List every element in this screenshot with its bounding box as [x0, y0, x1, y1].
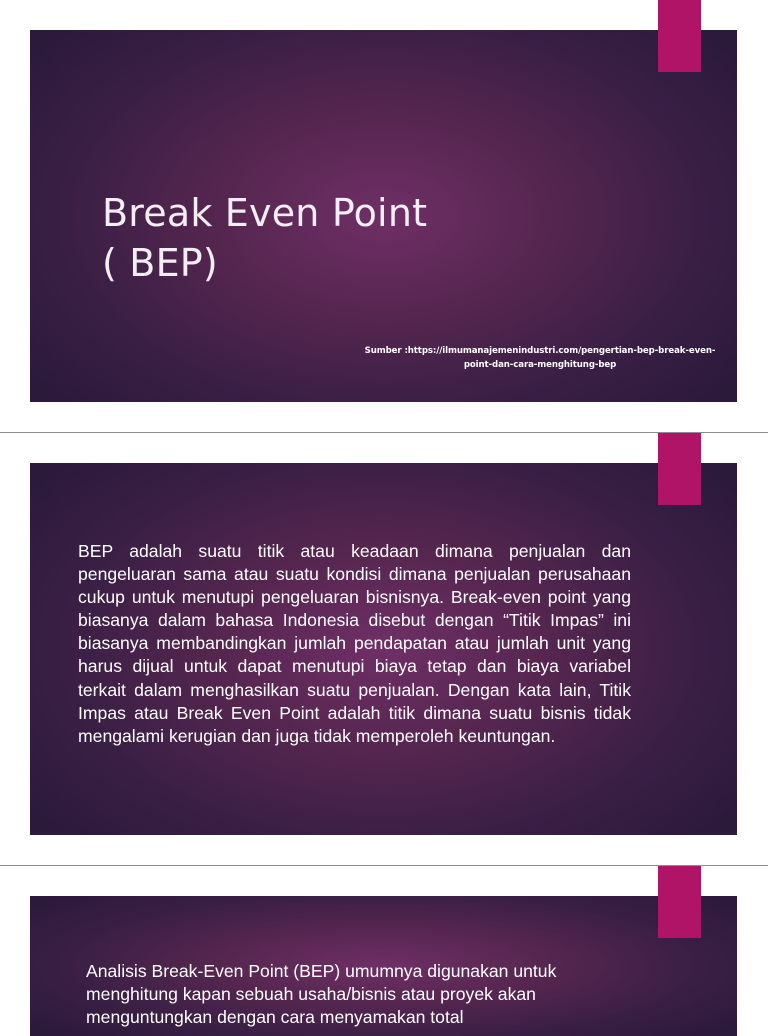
source-line-2: point-dan-cara-menghitung-bep	[463, 360, 617, 370]
slide-3	[30, 896, 737, 1036]
slide-body-text	[86, 960, 626, 1029]
source-line-1: Sumber :https://ilmumanajemenindustri.com/pengertian-bep-break-even-	[364, 346, 716, 356]
accent-tab	[658, 433, 701, 505]
slide-title-line-2: ( BEP)	[102, 241, 218, 285]
source-citation	[330, 344, 737, 372]
accent-tab	[658, 866, 701, 938]
body-line-3: menguntungkan dengan cara menyamakan total	[86, 1007, 464, 1028]
slide-title	[102, 188, 427, 288]
slide-2	[30, 463, 737, 835]
slide-1	[30, 30, 737, 402]
slide-body-text: BEP adalah suatu titik atau keadaan dimana penjualan dan pengeluaran sama atau suatu kondisi dimana penjualan perusahaan cukup untuk menutupi pengeluaran bisnisnya. Break-even point yang biasanya dalam bahasa Indonesia disebut dengan “Titik Impas” ini biasanya membandingkan jumlah pendapatan atau jumlah unit yang harus dijual untuk dapat menutupi biaya tetap dan biaya variabel terkait dalam menghasilkan suatu penjualan. Dengan kata lain, Titik Impas atau Break Even Point adalah titik dimana suatu bisnis tidak mengalami kerugian dan juga tidak memperoleh keuntungan.	[78, 541, 631, 746]
slide-divider	[0, 432, 768, 433]
accent-tab	[658, 0, 701, 72]
body-line-1: Analisis Break-Even Point (BEP) umumnya digunakan untuk	[86, 961, 557, 981]
body-line-2: menghitung kapan sebuah usaha/bisnis atau proyek akan	[86, 984, 536, 1005]
slide-divider	[0, 865, 768, 866]
slide-title-line-1: Break Even Point	[102, 191, 428, 235]
